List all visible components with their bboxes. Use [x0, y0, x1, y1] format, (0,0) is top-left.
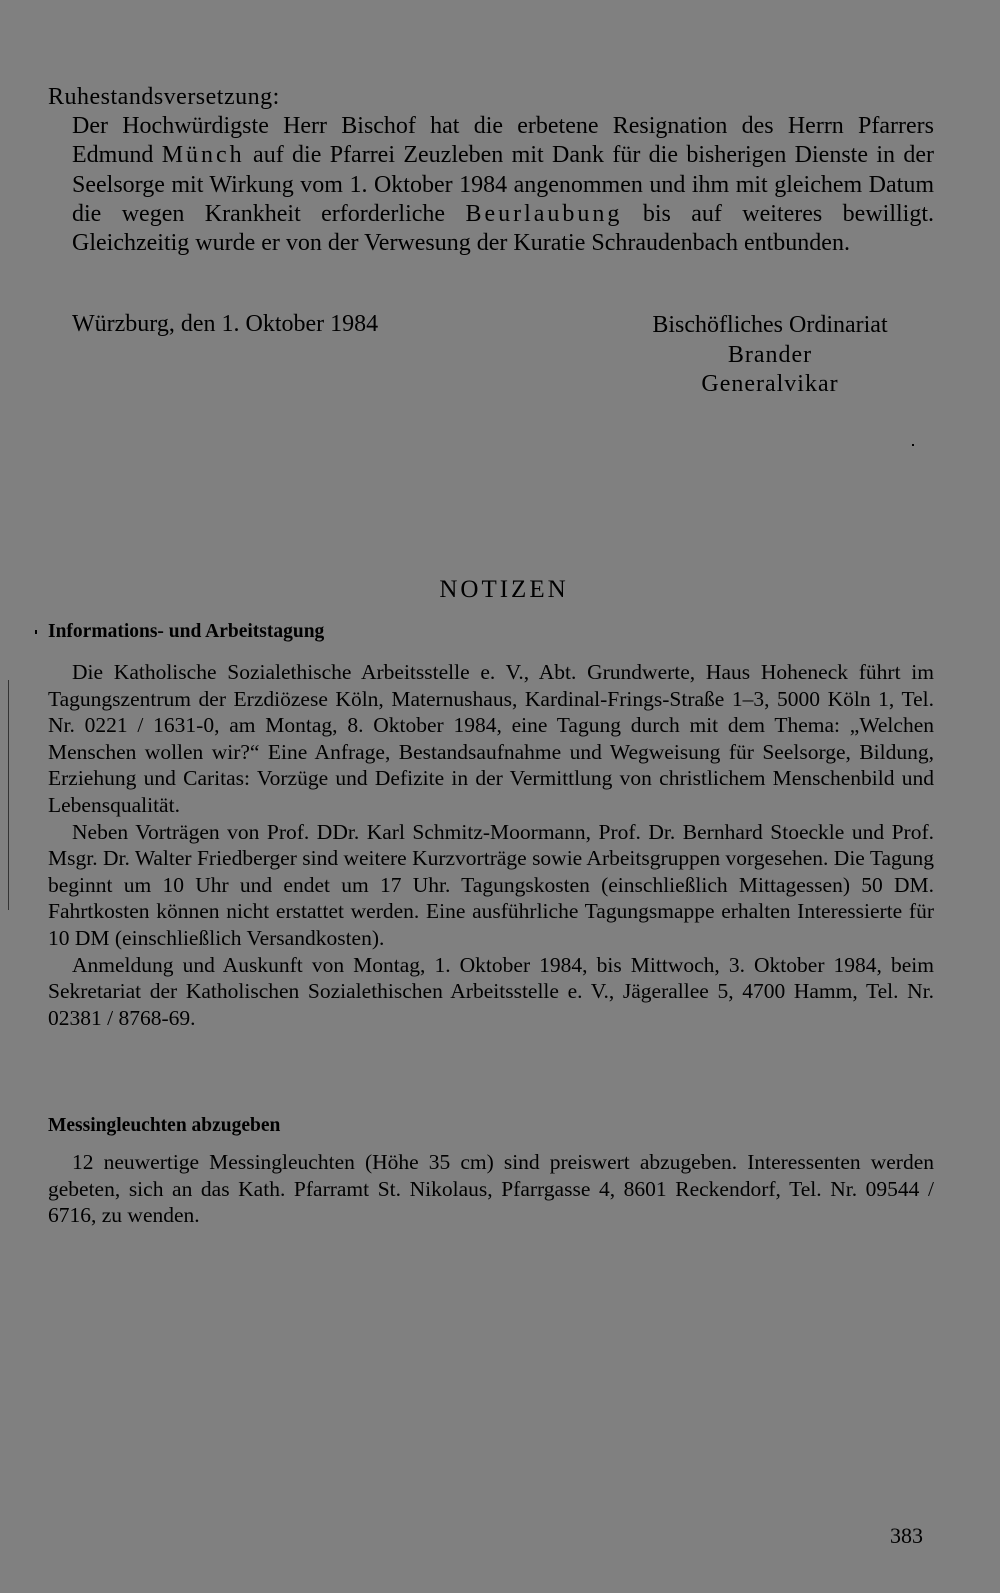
notice-body	[48, 659, 934, 1031]
notice-paragraph: Anmeldung und Auskunft von Montag, 1. Oktober 1984, bis Mittwoch, 3. Oktober 1984, beim Sekretariat der Katholischen Sozialethischen Arbeitsstelle e. V., Jägerallee 5, 4700 Hamm, Tel. Nr. 02381 / 8768-69.	[48, 952, 934, 1030]
notice-heading: Informations- und Arbeitstagung	[48, 621, 325, 642]
notice-heading: Messingleuchten abzugeben	[48, 1115, 281, 1136]
paragraph-text: auf die Pfarrei Zeuzleben mit Dank für die bisherigen Dienste in der Seelsorge mit Wirkung vom 1. Oktober 1984 angenommen und ihm mit gleichem Datum die wegen Krankheit erforderliche	[72, 142, 935, 227]
resignation-paragraph	[72, 112, 934, 258]
notice-paragraph: 12 neuwertige Messingleuchten (Höhe 35 cm) sind preiswert abzugeben. Interessenten werden gebeten, sich an das Kath. Pfarramt St. Nikolaus, Pfarrgasse 4, 8601 Reckendorf, Tel. Nr. 09544 / 6716, zu wenden.	[48, 1150, 934, 1228]
page-number: 383	[890, 1523, 923, 1548]
margin-mark	[35, 630, 37, 634]
print-speck	[912, 444, 914, 446]
signature-title: Generalvikar	[701, 371, 839, 397]
notice-paragraph: Die Katholische Sozialethische Arbeitsstelle e. V., Abt. Grundwerte, Haus Hoheneck führt im Tagungszentrum der Erzdiözese Köln, Maternushaus, Kardinal-Frings-Straße 1–3, 5000 Köln 1, Tel. Nr. 0221 / 1631-0, am Montag, 8. Oktober 1984, eine Tagung durch mit dem Thema: „Welchen Menschen wollen wir?“ Eine Anfrage, Bestandsaufnahme und Wegweisung für Seelsorge, Bildung, Erziehung und Caritas: Vorzüge und Defizite in der Vermittlung von christlichem Menschenbild und Lebensqualität.	[48, 660, 934, 817]
pastor-name: Münch	[161, 142, 245, 169]
section-label: Ruhestandsversetzung:	[48, 84, 280, 110]
signature-block	[600, 311, 940, 400]
paragraph-text: bis auf weiteres bewilligt. Gleichzeitig wurde er von der Verwesung der Kuratie Schraudenbach entbunden.	[72, 200, 934, 257]
signature-office: Bischöfliches Ordinariat	[652, 312, 888, 338]
signature-name: Brander	[727, 341, 813, 368]
section-title: NOTIZEN	[439, 576, 569, 603]
notice-paragraph: Neben Vorträgen von Prof. DDr. Karl Schmitz-Moormann, Prof. Dr. Bernhard Stoeckle und Prof. Msgr. Dr. Walter Friedberger sind weitere Kurzvorträge sowie Arbeitsgruppen vorgesehen. Die Tagung beginnt um 10 Uhr und endet um 17 Uhr. Tagungskosten (einschließlich Mittagessen) 50 DM. Fahrtkosten können nicht erstattet werden. Eine ausführliche Tagungsmappe erhalten Interessierte für 10 DM (einschließlich Versandkosten).	[48, 819, 935, 950]
margin-line	[8, 680, 9, 910]
signature-place-date: Würzburg, den 1. Oktober 1984	[72, 311, 379, 337]
paragraph-text: Der Hochwürdigste Herr Bischof hat die erbetene Resignation des Herrn Pfarrers Edmund	[72, 113, 934, 169]
emphasized-term: Beurlaubung	[465, 200, 623, 227]
